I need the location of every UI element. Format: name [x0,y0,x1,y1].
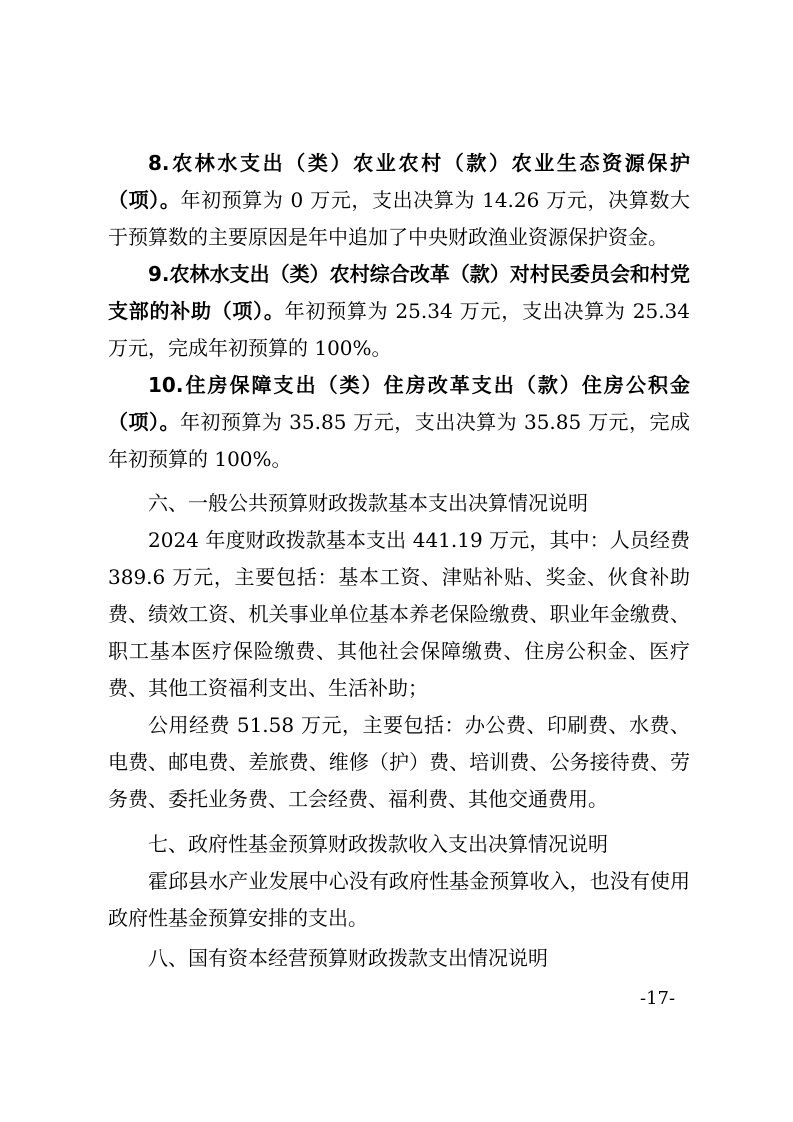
item-8-paragraph [108,145,690,256]
item-10-paragraph [108,367,690,478]
section-8-heading: 八、国有资本经营预算财政拨款支出情况说明 [148,946,548,970]
section-7-paragraph: 霍邱县水产业发展中心没有政府性基金预算收入，也没有使用政府性基金预算安排的支出。 [108,869,690,930]
item-9-paragraph [108,256,690,367]
section-6-paragraph-2: 公用经费 51.58 万元，主要包括：办公费、印刷费、水费、电费、邮电费、差旅费、维修（护）费、培训费、公务接待费、劳务费、委托业务费、工会经费、福利费、其他交通费用。 [108,713,690,811]
item-8-body: 年初预算为 0 万元，支出决算为 14.26 万元，决算数大于预算数的主要原因是年中追加了中央财政渔业资源保护资金。 [108,188,691,249]
page-number: -17- [640,988,676,1009]
item-9-body: 年初预算为 25.34 万元，支出决算为 25.34 万元，完成年初预算的 100%。 [108,299,691,360]
section-7-heading: 七、政府性基金预算财政拨款收入支出决算情况说明 [148,832,608,856]
item-10-title: 10.住房保障支出（类）住房改革支出（款）住房公积金（项）。 [108,373,690,434]
section-6-paragraph-1: 2024 年度财政拨款基本支出 441.19 万元，其中：人员经费 389.6 万元，主要包括：基本工资、津贴补贴、奖金、伙食补助费、绩效工资、机关事业单位基本养老保险缴费、职业年金缴费、职工基本医疗保险缴费、其他社会保障缴费、住房公积金、医疗费、其他工资福利支出、生活补助； [108,528,690,700]
item-10-body: 年初预算为 35.85 万元，支出决算为 35.85 万元，完成年初预算的 100%。 [108,410,690,471]
item-8-title: 8.农林水支出（类）农业农村（款）农业生态资源保护（项）。 [108,151,690,212]
item-9-title: 9.农林水支出（类）农村综合改革（款）对村民委员会和村党支部的补助（项）。 [108,262,690,323]
section-6-heading: 六、一般公共预算财政拨款基本支出决算情况说明 [148,491,588,515]
